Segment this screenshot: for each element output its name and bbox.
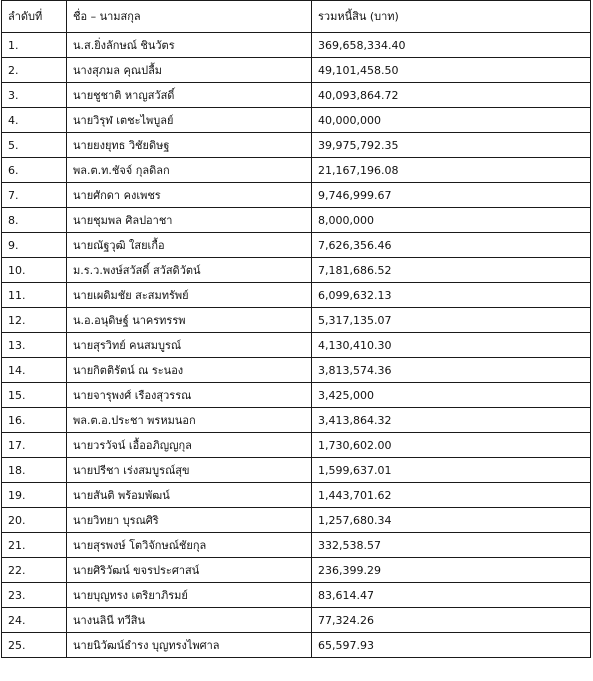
amount-cell: 1,730,602.00 — [312, 433, 591, 458]
amount-cell: 21,167,196.08 — [312, 158, 591, 183]
rank-cell: 11. — [2, 283, 67, 308]
rank-cell: 1. — [2, 33, 67, 58]
table-row — [2, 33, 591, 58]
table-row — [2, 433, 591, 458]
rank-cell: 10. — [2, 258, 67, 283]
name-cell: พล.ต.ท.ชัจจ์ กุลดิลก — [67, 158, 312, 183]
name-cell: นายกิตติรัตน์ ณ ระนอง — [67, 358, 312, 383]
amount-cell: 5,317,135.07 — [312, 308, 591, 333]
rank-cell: 20. — [2, 508, 67, 533]
table-row — [2, 183, 591, 208]
amount-cell: 8,000,000 — [312, 208, 591, 233]
table-row — [2, 458, 591, 483]
table-row — [2, 158, 591, 183]
table-row — [2, 83, 591, 108]
amount-cell: 3,813,574.36 — [312, 358, 591, 383]
amount-cell: 65,597.93 — [312, 633, 591, 658]
amount-cell: 7,626,356.46 — [312, 233, 591, 258]
table-row — [2, 308, 591, 333]
amount-cell: 3,413,864.32 — [312, 408, 591, 433]
name-cell: นายสันติ พร้อมพัฒน์ — [67, 483, 312, 508]
name-cell: นายศิริวัฒน์ ขจรประศาสน์ — [67, 558, 312, 583]
name-cell: นายศักดา คงเพชร — [67, 183, 312, 208]
table-header-row — [2, 1, 591, 33]
name-cell: นายยงยุทธ วิชัยดิษฐ — [67, 133, 312, 158]
rank-cell: 3. — [2, 83, 67, 108]
name-cell: นายสุรพงษ์ โตวิจักษณ์ชัยกุล — [67, 533, 312, 558]
rank-cell: 2. — [2, 58, 67, 83]
rank-cell: 9. — [2, 233, 67, 258]
table-row — [2, 283, 591, 308]
table-row — [2, 258, 591, 283]
header-name: ชื่อ – นามสกุล — [67, 1, 312, 33]
header-amount: รวมหนี้สิน (บาท) — [312, 1, 591, 33]
table-row — [2, 133, 591, 158]
table-row — [2, 633, 591, 658]
rank-cell: 8. — [2, 208, 67, 233]
name-cell: ม.ร.ว.พงษ์สวัสดิ์ สวัสดิวัตน์ — [67, 258, 312, 283]
name-cell: นายณัฐวุฒิ ใสยเกื้อ — [67, 233, 312, 258]
amount-cell: 236,399.29 — [312, 558, 591, 583]
rank-cell: 19. — [2, 483, 67, 508]
amount-cell: 39,975,792.35 — [312, 133, 591, 158]
rank-cell: 17. — [2, 433, 67, 458]
amount-cell: 7,181,686.52 — [312, 258, 591, 283]
amount-cell: 77,324.26 — [312, 608, 591, 633]
name-cell: นายวิรุฬ เตชะไพบูลย์ — [67, 108, 312, 133]
rank-cell: 5. — [2, 133, 67, 158]
amount-cell: 3,425,000 — [312, 383, 591, 408]
rank-cell: 25. — [2, 633, 67, 658]
rank-cell: 14. — [2, 358, 67, 383]
rank-cell: 12. — [2, 308, 67, 333]
table-row — [2, 333, 591, 358]
name-cell: นายชูชาติ หาญสวัสดิ์ — [67, 83, 312, 108]
amount-cell: 1,599,637.01 — [312, 458, 591, 483]
rank-cell: 6. — [2, 158, 67, 183]
rank-cell: 13. — [2, 333, 67, 358]
table-row — [2, 483, 591, 508]
rank-cell: 16. — [2, 408, 67, 433]
name-cell: นายวรวัจน์ เอื้ออภิญญกุล — [67, 433, 312, 458]
amount-cell: 4,130,410.30 — [312, 333, 591, 358]
amount-cell: 40,093,864.72 — [312, 83, 591, 108]
table-row — [2, 558, 591, 583]
name-cell: นายเผดิมชัย สะสมทรัพย์ — [67, 283, 312, 308]
name-cell: นายจารุพงศ์ เรืองสุวรรณ — [67, 383, 312, 408]
table-body — [2, 33, 591, 658]
table-row — [2, 408, 591, 433]
table-row — [2, 508, 591, 533]
amount-cell: 332,538.57 — [312, 533, 591, 558]
name-cell: นางสุภมล คุณปลื้ม — [67, 58, 312, 83]
table-row — [2, 208, 591, 233]
amount-cell: 1,257,680.34 — [312, 508, 591, 533]
table-row — [2, 233, 591, 258]
table-row — [2, 608, 591, 633]
rank-cell: 21. — [2, 533, 67, 558]
rank-cell: 23. — [2, 583, 67, 608]
table-row — [2, 533, 591, 558]
name-cell: นายชุมพล ศิลปอาชา — [67, 208, 312, 233]
rank-cell: 22. — [2, 558, 67, 583]
amount-cell: 83,614.47 — [312, 583, 591, 608]
rank-cell: 24. — [2, 608, 67, 633]
rank-cell: 15. — [2, 383, 67, 408]
name-cell: น.อ.อนุดิษฐ์ นาครทรรพ — [67, 308, 312, 333]
amount-cell: 1,443,701.62 — [312, 483, 591, 508]
table-row — [2, 383, 591, 408]
name-cell: นายบุญทรง เตริยาภิรมย์ — [67, 583, 312, 608]
table-row — [2, 358, 591, 383]
rank-cell: 18. — [2, 458, 67, 483]
name-cell: พล.ต.อ.ประชา พรหมนอก — [67, 408, 312, 433]
name-cell: นายปรีชา เร่งสมบูรณ์สุข — [67, 458, 312, 483]
table-row — [2, 58, 591, 83]
amount-cell: 6,099,632.13 — [312, 283, 591, 308]
amount-cell: 49,101,458.50 — [312, 58, 591, 83]
table-row — [2, 583, 591, 608]
name-cell: นายนิวัฒน์ธำรง บุญทรงไพศาล — [67, 633, 312, 658]
table-row — [2, 108, 591, 133]
amount-cell: 9,746,999.67 — [312, 183, 591, 208]
name-cell: นายสุรวิทย์ คนสมบูรณ์ — [67, 333, 312, 358]
name-cell: นางนลินี ทวีสิน — [67, 608, 312, 633]
name-cell: นายวิทยา บุรณศิริ — [67, 508, 312, 533]
rank-cell: 7. — [2, 183, 67, 208]
name-cell: น.ส.ยิ่งลักษณ์ ชินวัตร — [67, 33, 312, 58]
amount-cell: 369,658,334.40 — [312, 33, 591, 58]
amount-cell: 40,000,000 — [312, 108, 591, 133]
header-rank: ลำดับที่ — [2, 1, 67, 33]
rank-cell: 4. — [2, 108, 67, 133]
debt-table — [1, 0, 591, 658]
